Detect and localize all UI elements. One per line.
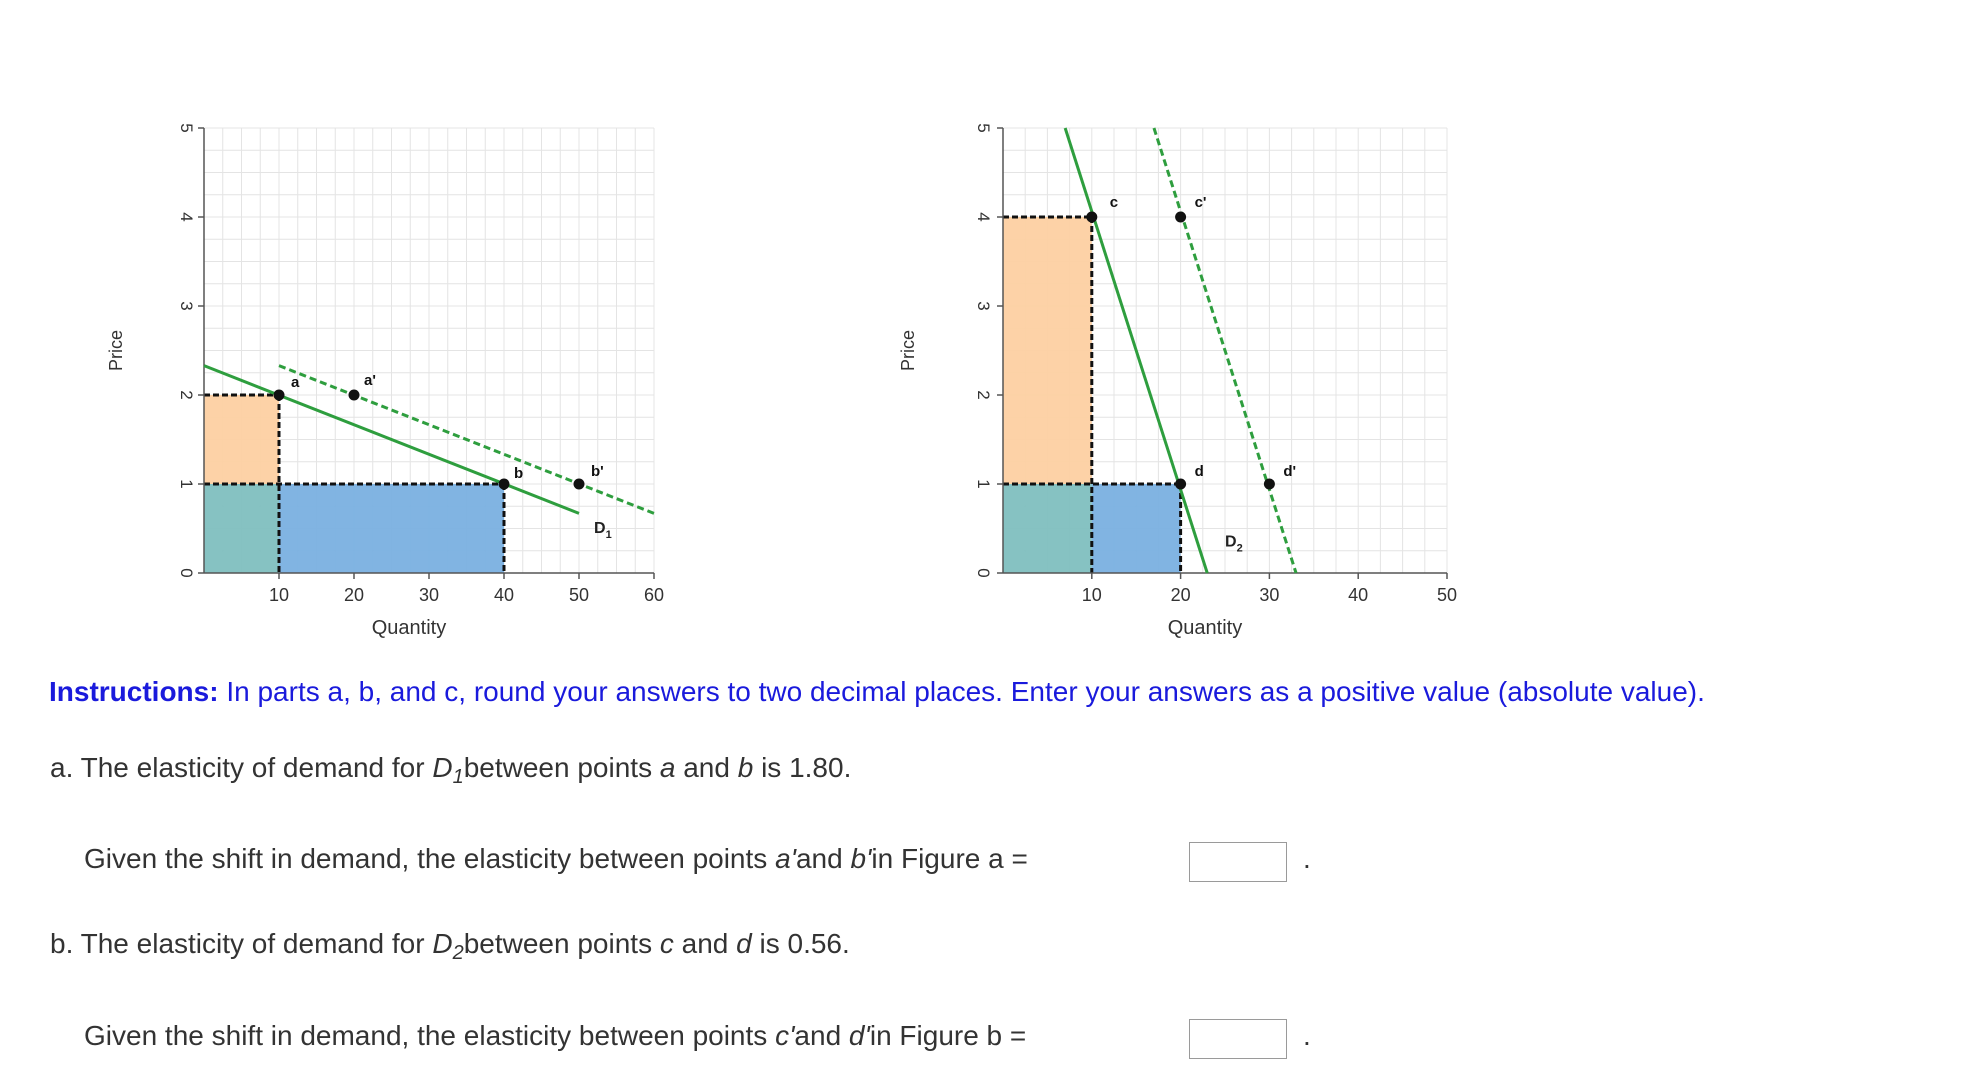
chart-a-x-tick-label: 30 <box>418 585 440 605</box>
chart-b-x-tick-label: 10 <box>1081 585 1102 605</box>
chart-a-y-axis-label: Price <box>106 329 126 372</box>
chart-a-point-label: a <box>291 374 300 391</box>
chart-b-x-tick-label: 40 <box>1348 585 1369 605</box>
part-a-statement <box>50 752 851 789</box>
part-b-suffix: is 0.56. <box>751 928 850 959</box>
part-b-point-1: c <box>659 928 674 959</box>
part-a-q-prefix: Given the shift in demand, the elasticity between points <box>84 843 776 874</box>
chart-b-point-label: c <box>1109 194 1119 211</box>
part-b-q-and: and <box>794 1020 849 1051</box>
instructions-text: In parts a, b, and c, round your answers to two decimal places. Enter your answers as a positive value (absolute value). <box>218 676 1705 707</box>
part-a-mid: between points <box>463 752 660 783</box>
chart-b-point-label: d' <box>1283 463 1297 480</box>
instructions <box>49 676 1949 708</box>
chart-b-y-axis-label: Price <box>898 329 918 372</box>
part-a-prefix: a. The elasticity of demand for <box>50 752 433 783</box>
chart-a-y-tick-label: 5 <box>177 123 196 133</box>
chart-b-y-tick-label: 1 <box>974 479 993 489</box>
part-b-q-suffix: in Figure b = <box>869 1020 1027 1051</box>
part-b-q-point-2: d' <box>848 1020 870 1051</box>
part-a-point-2: b <box>737 752 754 783</box>
part-a-suffix: is 1.80. <box>753 752 852 783</box>
chart-a-y-tick-label: 2 <box>177 390 196 400</box>
chart-a-x-tick-label: 60 <box>643 585 665 605</box>
part-b-curve: D <box>432 928 453 959</box>
part-a-curve-sub: 1 <box>452 766 464 788</box>
part-a-curve: D <box>432 752 453 783</box>
part-b-point-2: d <box>736 928 752 959</box>
chart-a-point-label: b' <box>591 463 604 480</box>
chart-a-x-tick-label: 20 <box>343 585 365 605</box>
chart-b-area-1 <box>1003 484 1092 573</box>
chart-b-point-label: d <box>1194 463 1204 480</box>
chart-a-x-tick-label: 40 <box>493 585 515 605</box>
chart-b-x-axis-label: Quantity <box>1167 617 1243 639</box>
part-a-point-1: a <box>659 752 676 783</box>
chart-a-x-tick-label: 50 <box>568 585 590 605</box>
chart-b-x-tick-label: 50 <box>1436 585 1458 605</box>
part-a-q-suffix: in Figure a = <box>871 843 1028 874</box>
chart-b-y-tick-label: 0 <box>974 568 993 578</box>
part-b-statement <box>50 928 850 965</box>
chart-b-point-d <box>1175 479 1186 490</box>
part-a-question <box>84 843 1028 875</box>
part-b-question <box>84 1020 1026 1052</box>
chart-b-curve-label: $D_2$ <box>1225 533 1243 555</box>
chart-a-x-axis-label: Quantity <box>371 617 447 639</box>
chart-b-x-tick-label: 30 <box>1259 585 1280 605</box>
answer-input-a[interactable] <box>1189 842 1287 882</box>
part-a-q-point-2: b' <box>850 843 872 874</box>
chart-a-x-tick-label: 10 <box>268 585 290 605</box>
answer-input-b[interactable] <box>1189 1019 1287 1059</box>
chart-a-point-label: b <box>514 465 524 482</box>
part-a-and: and <box>675 752 738 783</box>
chart-b-y-tick-label: 5 <box>974 123 993 133</box>
part-b-curve-sub: 2 <box>452 942 464 964</box>
part-a-q-point-1: a' <box>775 843 796 874</box>
chart-a-y-tick-label: 3 <box>177 301 196 311</box>
part-b-prefix: b. The elasticity of demand for <box>50 928 433 959</box>
part-b-q-point-1: c' <box>775 1020 795 1051</box>
chart-b-point-dprime <box>1264 479 1275 490</box>
chart-a-y-tick-label: 1 <box>177 479 196 489</box>
chart-a-y-tick-label: 4 <box>177 212 196 222</box>
period-b: . <box>1303 1020 1311 1051</box>
chart-a-y-tick-label: 0 <box>177 568 196 578</box>
period-a: . <box>1303 843 1311 874</box>
chart-a-point-label: a' <box>364 372 376 389</box>
chart-b-y-tick-label: 4 <box>974 212 993 222</box>
chart-b-y-tick-label: 3 <box>974 301 993 311</box>
chart-b-area-2 <box>1092 484 1181 573</box>
chart-b-x-tick-label: 20 <box>1170 585 1191 605</box>
instructions-label: Instructions: <box>49 676 219 707</box>
chart-a-curve-label: $D_1$ <box>594 519 612 541</box>
part-a-q-and: and <box>795 843 851 874</box>
chart-b-area-0 <box>1003 217 1092 484</box>
chart-b-point-c <box>1086 212 1097 223</box>
part-b-mid: between points <box>463 928 660 959</box>
part-b-and: and <box>673 928 737 959</box>
chart-b-point-cprime <box>1175 212 1186 223</box>
part-b-q-prefix: Given the shift in demand, the elasticity between points <box>84 1020 776 1051</box>
chart-b-point-label: c' <box>1194 194 1207 211</box>
chart-b-y-tick-label: 2 <box>974 390 993 400</box>
